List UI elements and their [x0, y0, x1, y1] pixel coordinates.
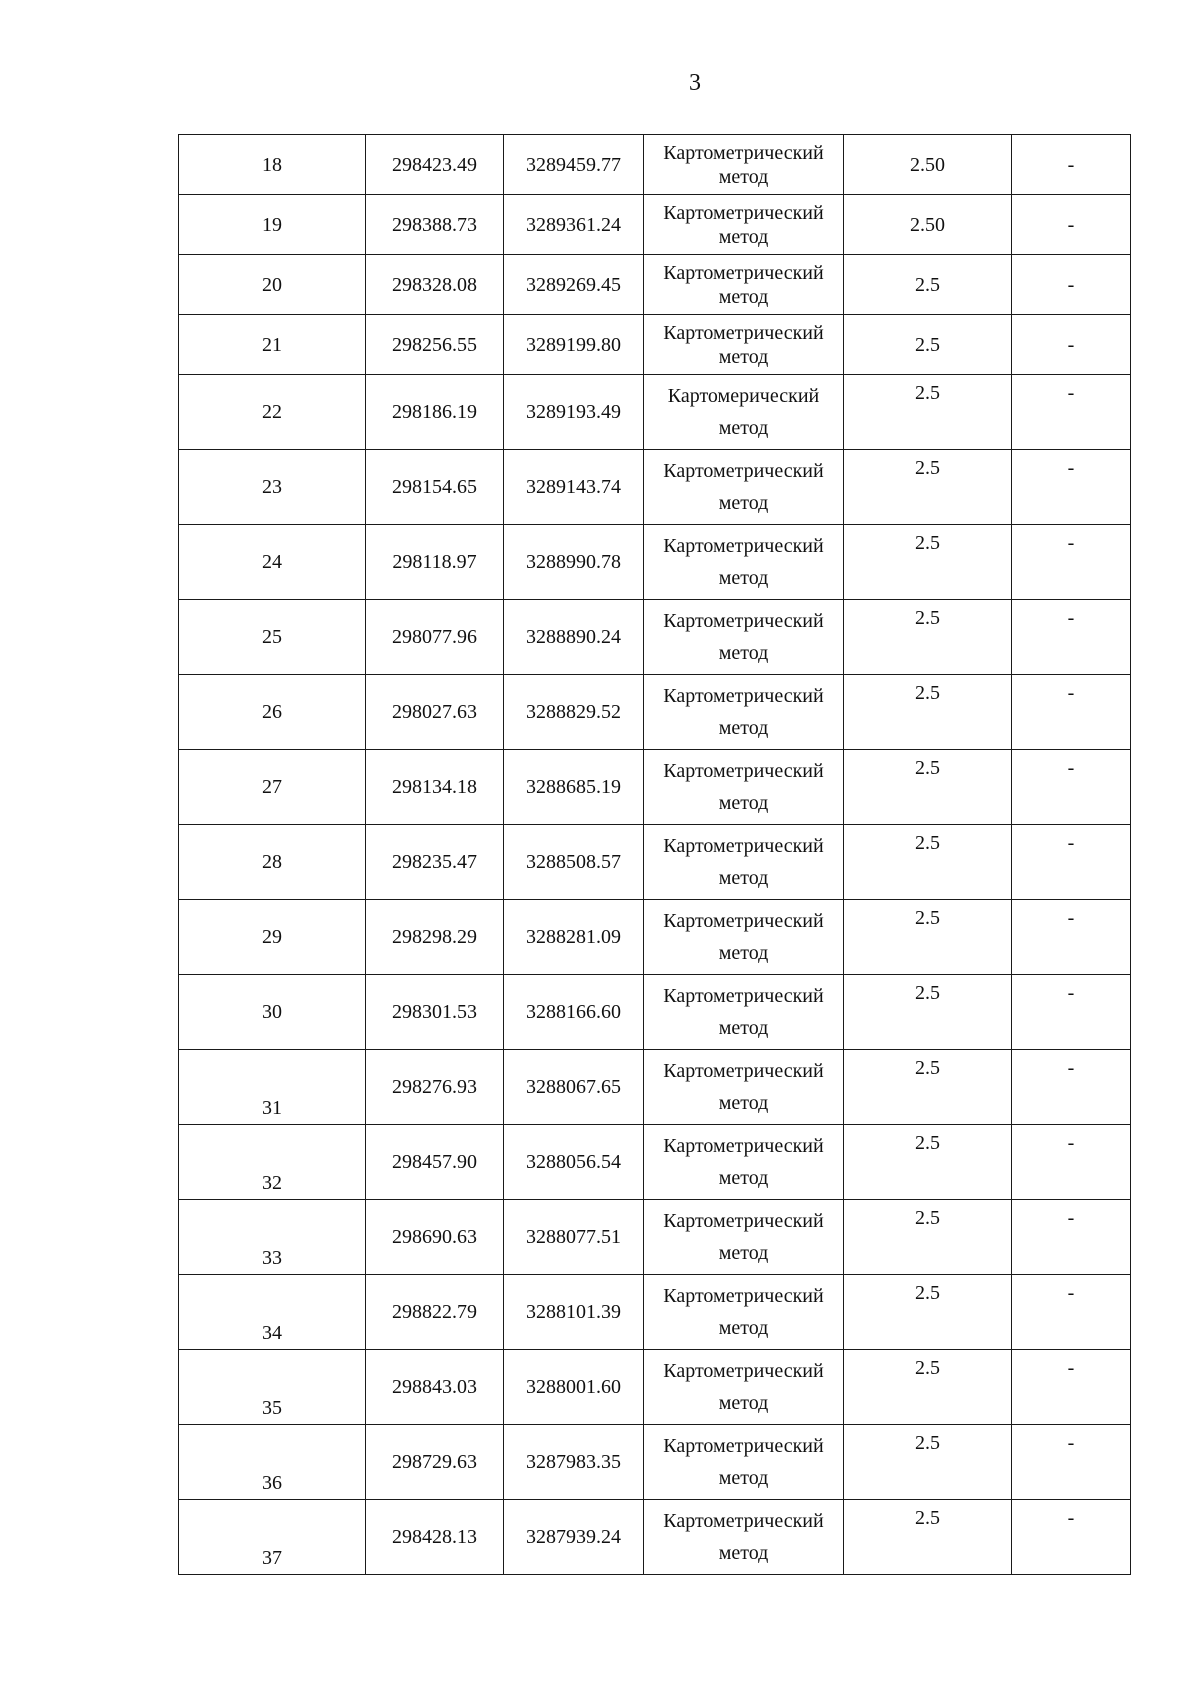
note: - [1012, 825, 1131, 900]
note: - [1012, 1500, 1131, 1575]
x-coordinate: 298077.96 [366, 600, 504, 675]
method: Картометрический метод [644, 825, 844, 900]
y-coordinate: 3289361.24 [504, 195, 644, 255]
method: Картометрический метод [644, 1500, 844, 1575]
table-row [179, 675, 1131, 750]
table-row [179, 825, 1131, 900]
x-coordinate: 298027.63 [366, 675, 504, 750]
error-value: 2.5 [844, 1500, 1012, 1575]
note: - [1012, 195, 1131, 255]
table-row [179, 1275, 1131, 1350]
error-value: 2.5 [844, 900, 1012, 975]
error-value: 2.5 [844, 1200, 1012, 1275]
note: - [1012, 1050, 1131, 1125]
table-row [179, 1350, 1131, 1425]
y-coordinate: 3289199.80 [504, 315, 644, 375]
y-coordinate: 3288056.54 [504, 1125, 644, 1200]
note: - [1012, 1425, 1131, 1500]
point-number: 37 [179, 1500, 366, 1575]
error-value: 2.5 [844, 1050, 1012, 1125]
y-coordinate: 3288001.60 [504, 1350, 644, 1425]
x-coordinate: 298235.47 [366, 825, 504, 900]
note: - [1012, 315, 1131, 375]
table-row [179, 375, 1131, 450]
y-coordinate: 3289459.77 [504, 135, 644, 195]
x-coordinate: 298388.73 [366, 195, 504, 255]
method: Картометрический метод [644, 1125, 844, 1200]
note: - [1012, 675, 1131, 750]
table-row [179, 1425, 1131, 1500]
y-coordinate: 3288101.39 [504, 1275, 644, 1350]
table-row [179, 900, 1131, 975]
x-coordinate: 298301.53 [366, 975, 504, 1050]
x-coordinate: 298822.79 [366, 1275, 504, 1350]
error-value: 2.5 [844, 315, 1012, 375]
method: Картометрический метод [644, 525, 844, 600]
point-number: 25 [179, 600, 366, 675]
method: Картометрический метод [644, 1350, 844, 1425]
y-coordinate: 3289143.74 [504, 450, 644, 525]
table-row [179, 195, 1131, 255]
table-row [179, 1500, 1131, 1575]
y-coordinate: 3288067.65 [504, 1050, 644, 1125]
x-coordinate: 298690.63 [366, 1200, 504, 1275]
error-value: 2.5 [844, 450, 1012, 525]
y-coordinate: 3288077.51 [504, 1200, 644, 1275]
error-value: 2.5 [844, 750, 1012, 825]
point-number: 36 [179, 1425, 366, 1500]
method: Картометрический метод [644, 675, 844, 750]
point-number: 18 [179, 135, 366, 195]
note: - [1012, 600, 1131, 675]
error-value: 2.5 [844, 975, 1012, 1050]
method: Картометрический метод [644, 135, 844, 195]
point-number: 28 [179, 825, 366, 900]
method: Картометрический метод [644, 195, 844, 255]
method: Картометрический метод [644, 1200, 844, 1275]
point-number: 34 [179, 1275, 366, 1350]
x-coordinate: 298118.97 [366, 525, 504, 600]
error-value: 2.5 [844, 600, 1012, 675]
point-number: 32 [179, 1125, 366, 1200]
error-value: 2.5 [844, 375, 1012, 450]
table-row [179, 1125, 1131, 1200]
note: - [1012, 1350, 1131, 1425]
table-row [179, 600, 1131, 675]
method: Картометрический метод [644, 1425, 844, 1500]
error-value: 2.5 [844, 1125, 1012, 1200]
error-value: 2.5 [844, 255, 1012, 315]
method: Картометрический метод [644, 315, 844, 375]
y-coordinate: 3288281.09 [504, 900, 644, 975]
point-number: 20 [179, 255, 366, 315]
table-row [179, 1050, 1131, 1125]
table-row [179, 525, 1131, 600]
point-number: 35 [179, 1350, 366, 1425]
coordinates-table-body [179, 135, 1131, 1575]
x-coordinate: 298423.49 [366, 135, 504, 195]
error-value: 2.5 [844, 1425, 1012, 1500]
method: Картометрический метод [644, 450, 844, 525]
y-coordinate: 3288890.24 [504, 600, 644, 675]
point-number: 26 [179, 675, 366, 750]
x-coordinate: 298457.90 [366, 1125, 504, 1200]
note: - [1012, 1125, 1131, 1200]
note: - [1012, 255, 1131, 315]
note: - [1012, 525, 1131, 600]
x-coordinate: 298276.93 [366, 1050, 504, 1125]
y-coordinate: 3289269.45 [504, 255, 644, 315]
note: - [1012, 750, 1131, 825]
note: - [1012, 975, 1131, 1050]
point-number: 27 [179, 750, 366, 825]
note: - [1012, 1200, 1131, 1275]
point-number: 24 [179, 525, 366, 600]
error-value: 2.50 [844, 135, 1012, 195]
page-number: 3 [689, 70, 701, 96]
point-number: 31 [179, 1050, 366, 1125]
x-coordinate: 298328.08 [366, 255, 504, 315]
y-coordinate: 3288166.60 [504, 975, 644, 1050]
coordinates-table [178, 134, 1131, 1575]
y-coordinate: 3288508.57 [504, 825, 644, 900]
method: Картометрический метод [644, 750, 844, 825]
table-row [179, 255, 1131, 315]
table-row [179, 750, 1131, 825]
method: Картометрический метод [644, 975, 844, 1050]
y-coordinate: 3289193.49 [504, 375, 644, 450]
table-row [179, 450, 1131, 525]
point-number: 30 [179, 975, 366, 1050]
x-coordinate: 298256.55 [366, 315, 504, 375]
point-number: 33 [179, 1200, 366, 1275]
y-coordinate: 3288829.52 [504, 675, 644, 750]
table-row [179, 1200, 1131, 1275]
y-coordinate: 3287983.35 [504, 1425, 644, 1500]
method: Картометрический метод [644, 255, 844, 315]
note: - [1012, 135, 1131, 195]
method: Картометрический метод [644, 900, 844, 975]
x-coordinate: 298154.65 [366, 450, 504, 525]
point-number: 23 [179, 450, 366, 525]
error-value: 2.5 [844, 525, 1012, 600]
method: Картометрический метод [644, 1050, 844, 1125]
point-number: 19 [179, 195, 366, 255]
table-row [179, 135, 1131, 195]
y-coordinate: 3288685.19 [504, 750, 644, 825]
x-coordinate: 298134.18 [366, 750, 504, 825]
error-value: 2.5 [844, 1275, 1012, 1350]
point-number: 29 [179, 900, 366, 975]
y-coordinate: 3288990.78 [504, 525, 644, 600]
x-coordinate: 298729.63 [366, 1425, 504, 1500]
method: Картометрический метод [644, 600, 844, 675]
x-coordinate: 298428.13 [366, 1500, 504, 1575]
point-number: 22 [179, 375, 366, 450]
error-value: 2.50 [844, 195, 1012, 255]
note: - [1012, 1275, 1131, 1350]
note: - [1012, 375, 1131, 450]
error-value: 2.5 [844, 825, 1012, 900]
x-coordinate: 298843.03 [366, 1350, 504, 1425]
error-value: 2.5 [844, 1350, 1012, 1425]
x-coordinate: 298186.19 [366, 375, 504, 450]
note: - [1012, 900, 1131, 975]
method: Картометрический метод [644, 1275, 844, 1350]
table-row [179, 975, 1131, 1050]
x-coordinate: 298298.29 [366, 900, 504, 975]
point-number: 21 [179, 315, 366, 375]
error-value: 2.5 [844, 675, 1012, 750]
method: Картомерический метод [644, 375, 844, 450]
y-coordinate: 3287939.24 [504, 1500, 644, 1575]
note: - [1012, 450, 1131, 525]
table-row [179, 315, 1131, 375]
